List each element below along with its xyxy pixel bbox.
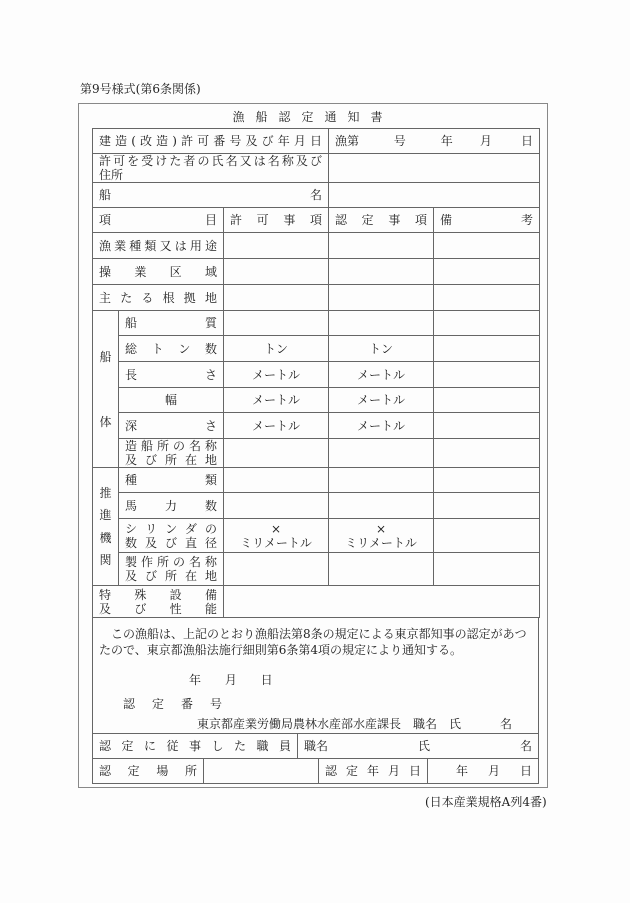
- staff-family: 氏: [417, 739, 430, 753]
- group-char: 体: [99, 414, 112, 429]
- label-line: 深さ: [125, 418, 217, 433]
- unit: トン: [369, 341, 394, 356]
- header-permitted: 許可事項: [224, 208, 329, 233]
- label-line: 幅: [164, 393, 177, 407]
- label-line: シリンダの: [125, 521, 217, 536]
- label-line: 特殊設備: [99, 587, 217, 602]
- staff-name: 名: [519, 739, 532, 753]
- permit-day: 日: [521, 134, 534, 148]
- remarks-cell[interactable]: [434, 468, 540, 493]
- remarks-cell[interactable]: [434, 336, 540, 362]
- table-row: [93, 285, 540, 311]
- permitted-cell[interactable]: [224, 493, 329, 519]
- cert-date-value[interactable]: [428, 759, 539, 784]
- label-line: 船質: [125, 316, 217, 330]
- certified-cell[interactable]: [329, 468, 434, 493]
- permit-month: 月: [479, 134, 492, 148]
- unit: メートル: [252, 418, 301, 433]
- ship-name-label: 船名: [93, 183, 329, 208]
- permitted-cell[interactable]: [224, 285, 329, 311]
- label-line: 住所: [99, 168, 124, 182]
- place-value[interactable]: [204, 759, 319, 784]
- label-line: 馬力数: [125, 498, 217, 513]
- label-line: 許可を受けた者の氏名又は名称及び: [99, 154, 323, 168]
- group-char: 進: [99, 508, 112, 523]
- permitted-cell[interactable]: [224, 519, 329, 553]
- label-line: 種類: [125, 473, 217, 487]
- item-label: [119, 311, 224, 336]
- table-row: [93, 519, 540, 553]
- certified-cell[interactable]: [329, 233, 434, 259]
- unit: メートル: [357, 367, 406, 382]
- permitted-cell[interactable]: [224, 468, 329, 493]
- remarks-cell[interactable]: [434, 493, 540, 519]
- permitted-cell[interactable]: [224, 388, 329, 413]
- permitted-cell[interactable]: [224, 259, 329, 285]
- item-label: [119, 493, 224, 519]
- table-row: [93, 233, 540, 259]
- remarks-cell[interactable]: [434, 553, 540, 586]
- signer-suffix: 名: [500, 717, 513, 731]
- unit: ミリメートル: [240, 535, 312, 550]
- table-row: [93, 413, 540, 439]
- place-table: [92, 759, 539, 784]
- label-line: 製作所の名称: [125, 555, 217, 569]
- special-value[interactable]: [224, 586, 540, 618]
- item-label: [119, 413, 224, 439]
- label-line: 及び性能: [99, 601, 217, 616]
- table-row: [93, 388, 540, 413]
- permit-label: 建造(改造)許可番号及び年月日: [93, 129, 329, 154]
- unit: メートル: [252, 393, 301, 407]
- unit: トン: [264, 341, 289, 356]
- item-label: 漁業種類又は用途: [93, 233, 224, 259]
- certified-cell[interactable]: [329, 519, 434, 553]
- remarks-cell[interactable]: [434, 285, 540, 311]
- unit: メートル: [357, 393, 406, 407]
- remarks-cell[interactable]: [434, 388, 540, 413]
- header-remarks: 備考: [434, 208, 540, 233]
- cert-date-label: 認定年月日: [319, 759, 428, 784]
- staff-label: 認定に従事した職員: [93, 734, 298, 759]
- cert-number-label: 認定番号: [123, 697, 240, 711]
- group-char: 船: [99, 349, 112, 364]
- remarks-cell[interactable]: [434, 413, 540, 439]
- item-label: [119, 553, 224, 586]
- permitted-cell[interactable]: [224, 311, 329, 336]
- table-row: [93, 154, 540, 183]
- permitted-cell[interactable]: [224, 553, 329, 586]
- certified-cell[interactable]: [329, 311, 434, 336]
- hull-group-label: [93, 311, 119, 468]
- table-row: [93, 208, 540, 233]
- table-row: [93, 493, 540, 519]
- table-row: [93, 336, 540, 362]
- certified-cell[interactable]: [329, 285, 434, 311]
- day: 日: [519, 764, 532, 778]
- place-label: 認定場所: [93, 759, 204, 784]
- permit-value[interactable]: [329, 129, 540, 154]
- staff-value[interactable]: [298, 734, 539, 759]
- permitted-cell[interactable]: [224, 362, 329, 388]
- certified-cell[interactable]: [329, 336, 434, 362]
- label-line: 及び所在地: [125, 453, 217, 467]
- table-row: [93, 468, 540, 493]
- permit-no: 号: [393, 134, 406, 148]
- permit-year: 年: [440, 134, 453, 148]
- year: 年: [456, 764, 469, 778]
- remarks-cell[interactable]: [434, 519, 540, 553]
- certified-cell[interactable]: [329, 493, 434, 519]
- table-row: [93, 259, 540, 285]
- signer: 東京都産業労働局農林水産部水産課長 職名 氏: [197, 717, 462, 731]
- header-item: 項目: [93, 208, 224, 233]
- header-certified: 認定事項: [329, 208, 434, 233]
- notice-form: [78, 103, 548, 788]
- unit: ミリメートル: [345, 535, 417, 550]
- item-label: [119, 336, 224, 362]
- form-number: 第9号様式(第6条関係): [80, 82, 201, 96]
- staff-title: 職名: [304, 739, 329, 753]
- notice-text: この漁船は、上記のとおり漁船法第8条の規定による東京都知事の認定があつたので、東京都漁船法施行細則第6条第4項の規定により通知する。: [99, 627, 527, 657]
- ship-name-value[interactable]: [329, 183, 540, 208]
- label-line: 造船所の名称: [125, 439, 217, 453]
- item-label: [119, 362, 224, 388]
- item-label: 操業区域: [93, 259, 224, 285]
- table-row: [93, 586, 540, 618]
- engine-group-label: [93, 468, 119, 586]
- certified-cell[interactable]: [329, 362, 434, 388]
- table-row: [93, 129, 540, 154]
- permitted-cell[interactable]: [224, 439, 329, 468]
- label-line: 数及び直径: [125, 535, 217, 550]
- certified-cell[interactable]: [329, 388, 434, 413]
- notice-section: [92, 618, 539, 734]
- group-char: 関: [99, 553, 112, 568]
- remarks-cell[interactable]: [434, 259, 540, 285]
- holder-label: [93, 154, 329, 183]
- footer-note: (日本産業規格A列4番): [425, 795, 547, 809]
- remarks-cell[interactable]: [434, 311, 540, 336]
- holder-value[interactable]: [329, 154, 540, 183]
- remarks-cell[interactable]: [434, 233, 540, 259]
- unit: メートル: [252, 367, 301, 382]
- notice-date: 年 月 日: [189, 673, 273, 687]
- label-line: 長さ: [125, 367, 217, 382]
- permitted-cell[interactable]: [224, 336, 329, 362]
- remarks-cell[interactable]: [434, 439, 540, 468]
- group-char: 推: [99, 485, 112, 500]
- permitted-cell[interactable]: [224, 413, 329, 439]
- unit: メートル: [357, 418, 406, 433]
- item-label: 主たる根拠地: [93, 285, 224, 311]
- unit: ×: [270, 521, 282, 536]
- month: 月: [487, 764, 500, 778]
- special-label: [93, 586, 224, 618]
- certified-cell[interactable]: [329, 259, 434, 285]
- staff-table: [92, 734, 539, 759]
- certified-cell[interactable]: [329, 413, 434, 439]
- table-row: [93, 362, 540, 388]
- table-row: [93, 183, 540, 208]
- label-line: 及び所在地: [125, 569, 217, 583]
- item-label: [119, 388, 224, 413]
- permitted-cell[interactable]: [224, 233, 329, 259]
- permit-prefix: 漁第: [335, 134, 360, 148]
- item-label: [119, 519, 224, 553]
- vessel-table: [92, 128, 540, 618]
- table-row: [93, 311, 540, 336]
- table-row: [93, 439, 540, 468]
- form-title: 漁船認定通知書: [232, 110, 394, 124]
- item-label: [119, 439, 224, 468]
- certified-cell[interactable]: [329, 553, 434, 586]
- remarks-cell[interactable]: [434, 362, 540, 388]
- group-char: 機: [99, 530, 112, 545]
- unit: ×: [375, 521, 387, 536]
- table-row: [93, 553, 540, 586]
- certified-cell[interactable]: [329, 439, 434, 468]
- label-line: 総トン数: [125, 341, 217, 356]
- item-label: [119, 468, 224, 493]
